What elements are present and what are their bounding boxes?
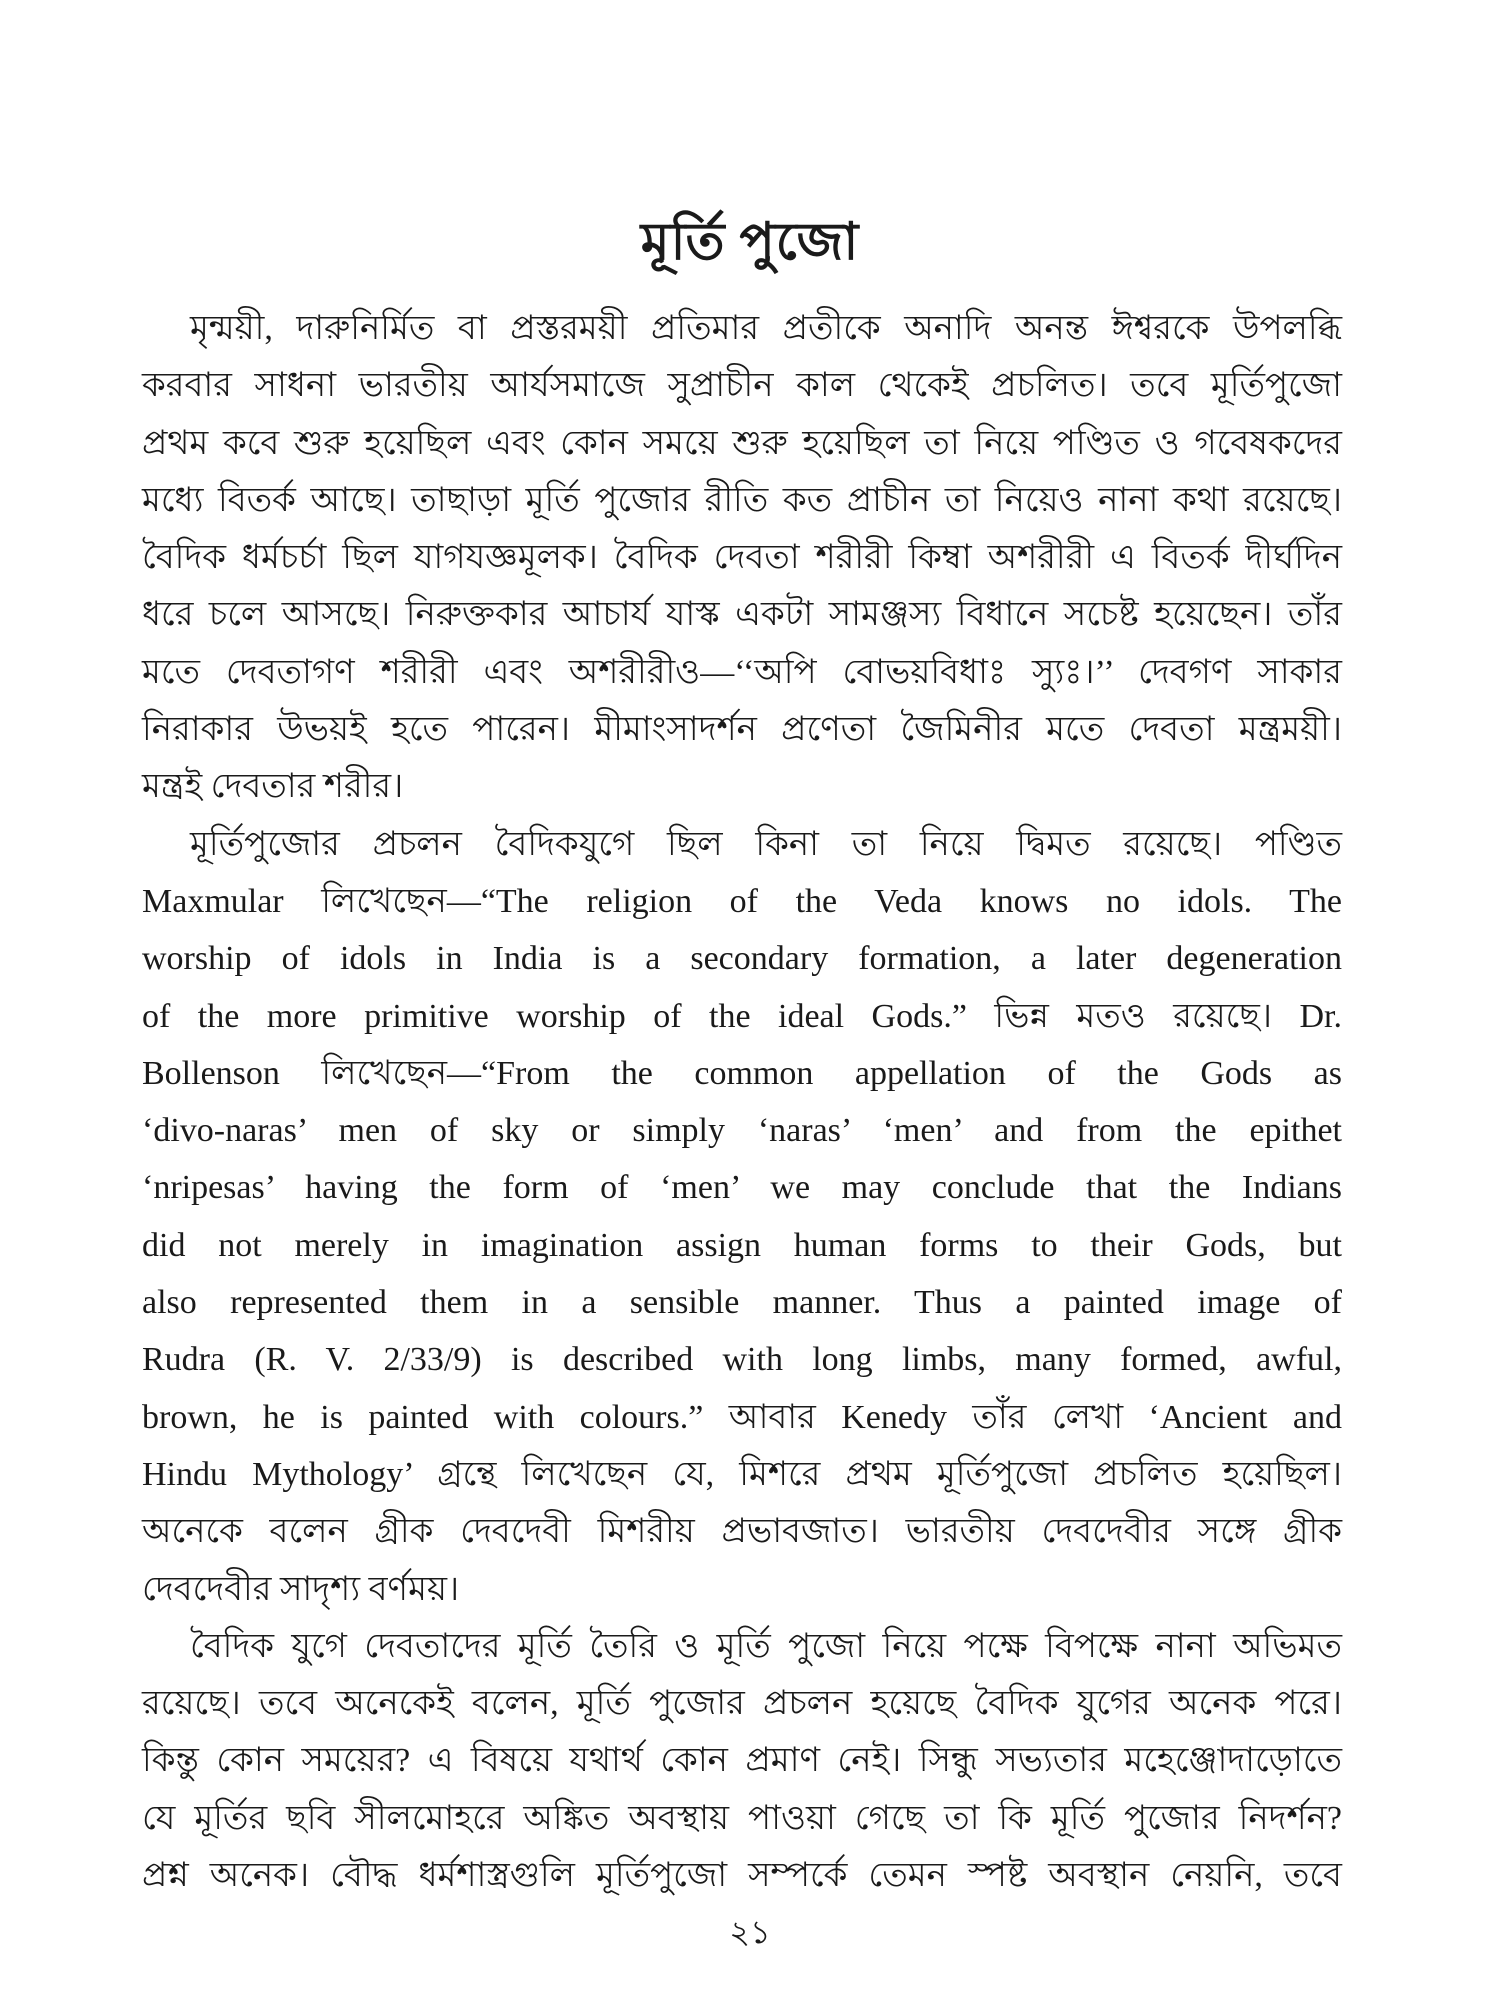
text-line: মধ্যে বিতর্ক আছে। তাছাড়া মূর্তি পুজোর রীতি কত প্রাচীন তা নিয়েও নানা কথা রয়েছে। — [142, 481, 1342, 519]
text-line: মূর্তিপুজোর প্রচলন বৈদিকযুগে ছিল কিনা তা নিয়ে দ্বিমত রয়েছে। পণ্ডিত — [190, 825, 1342, 863]
text-line: যে মূর্তির ছবি সীলমোহরে অঙ্কিত অবস্থায় পাওয়া গেছে তা কি মূর্তি পুজোর নিদর্শন? — [142, 1799, 1342, 1837]
text-line: also represented them in a sensible manner. Thus a painted image of — [142, 1284, 1342, 1322]
text-line: প্রশ্ন অনেক। বৌদ্ধ ধর্মশাস্ত্রগুলি মূর্তিপুজো সম্পর্কে তেমন স্পষ্ট অবস্থান নেয়নি, তবে — [142, 1857, 1342, 1895]
text-line: অনেকে বলেন গ্রীক দেবদেবী মিশরীয় প্রভাবজাত। ভারতীয় দেবদেবীর সঙ্গে গ্রীক — [142, 1513, 1342, 1551]
paragraph-1 — [142, 300, 1342, 816]
text-line: did not merely in imagination assign human forms to their Gods, but — [142, 1226, 1342, 1264]
text-line: প্রথম কবে শুরু হয়েছিল এবং কোন সময়ে শুরু হয়েছিল তা নিয়ে পণ্ডিত ও গবেষকদের — [142, 424, 1342, 462]
text-line: রয়েছে। তবে অনেকেই বলেন, মূর্তি পুজোর প্রচলন হয়েছে বৈদিক যুগের অনেক পরে। — [142, 1685, 1342, 1723]
text-line: ‘divo-naras’ men of sky or simply ‘naras’ ‘men’ and from the epithet — [142, 1112, 1342, 1150]
text-line: Hindu Mythology’ গ্রন্থে লিখেছেন যে, মিশরে প্রথম মূর্তিপুজো প্রচলিত হয়েছিল। — [142, 1455, 1342, 1493]
paragraph-3 — [142, 1618, 1342, 1904]
text-line: বৈদিক যুগে দেবতাদের মূর্তি তৈরি ও মূর্তি পুজো নিয়ে পক্ষে বিপক্ষে নানা অভিমত — [190, 1627, 1342, 1665]
paragraph-2 — [142, 816, 1342, 1618]
body-text — [142, 300, 1342, 1904]
text-line: কিন্তু কোন সময়ের? এ বিষয়ে যথার্থ কোন প্রমাণ নেই। সিন্ধু সভ্যতার মহেঞ্জোদাড়োতে — [142, 1742, 1342, 1780]
text-line: মন্ত্রই দেবতার শরীর। — [142, 768, 404, 806]
text-line: দেবদেবীর সাদৃশ্য বর্ণময়। — [142, 1570, 460, 1608]
text-line: brown, he is painted with colours.” আবার Kenedy তাঁর লেখা ‘Ancient and — [142, 1398, 1342, 1436]
text-line: করবার সাধনা ভারতীয় আর্যসমাজে সুপ্রাচীন কাল থেকেই প্রচলিত। তবে মূর্তিপুজো — [142, 367, 1342, 405]
text-line: বৈদিক ধর্মচর্চা ছিল যাগযজ্ঞমূলক। বৈদিক দেবতা শরীরী কিম্বা অশরীরী এ বিতর্ক দীর্ঘদিন — [142, 539, 1342, 577]
text-line: worship of idols in India is a secondary formation, a later degeneration — [142, 940, 1342, 978]
text-line: Bollenson লিখেছেন—“From the common appellation of the Gods as — [142, 1054, 1342, 1092]
text-line: নিরাকার উভয়ই হতে পারেন। মীমাংসাদর্শন প্রণেতা জৈমিনীর মতে দেবতা মন্ত্রময়ী। — [142, 711, 1342, 749]
text-line: মৃন্ময়ী, দারুনির্মিত বা প্রস্তরময়ী প্রতিমার প্রতীকে অনাদি অনন্ত ঈশ্বরকে উপলব্ধি — [190, 310, 1342, 347]
page-title: মূর্তি পুজো — [640, 214, 860, 271]
text-line: Maxmular লিখেছেন—“The religion of the Veda knows no idols. The — [142, 882, 1342, 920]
text-line: ধরে চলে আসছে। নিরুক্তকার আচার্য যাস্ক একটা সামঞ্জস্য বিধানে সচেষ্ট হয়েছেন। তাঁর — [142, 596, 1342, 634]
text-line: ‘nripesas’ having the form of ‘men’ we may conclude that the Indians — [142, 1169, 1342, 1207]
page-number: ২১ — [729, 1914, 771, 1950]
text-line: মতে দেবতাগণ শরীরী এবং অশরীরীও—‘‘অপি বোভয়বিধাঃ স্যুঃ।’’ দেবগণ সাকার — [142, 653, 1342, 691]
text-line: of the more primitive worship of the ideal Gods.” ভিন্ন মতও রয়েছে। Dr. — [142, 997, 1342, 1035]
text-line: Rudra (R. V. 2/33/9) is described with long limbs, many formed, awful, — [142, 1341, 1342, 1379]
